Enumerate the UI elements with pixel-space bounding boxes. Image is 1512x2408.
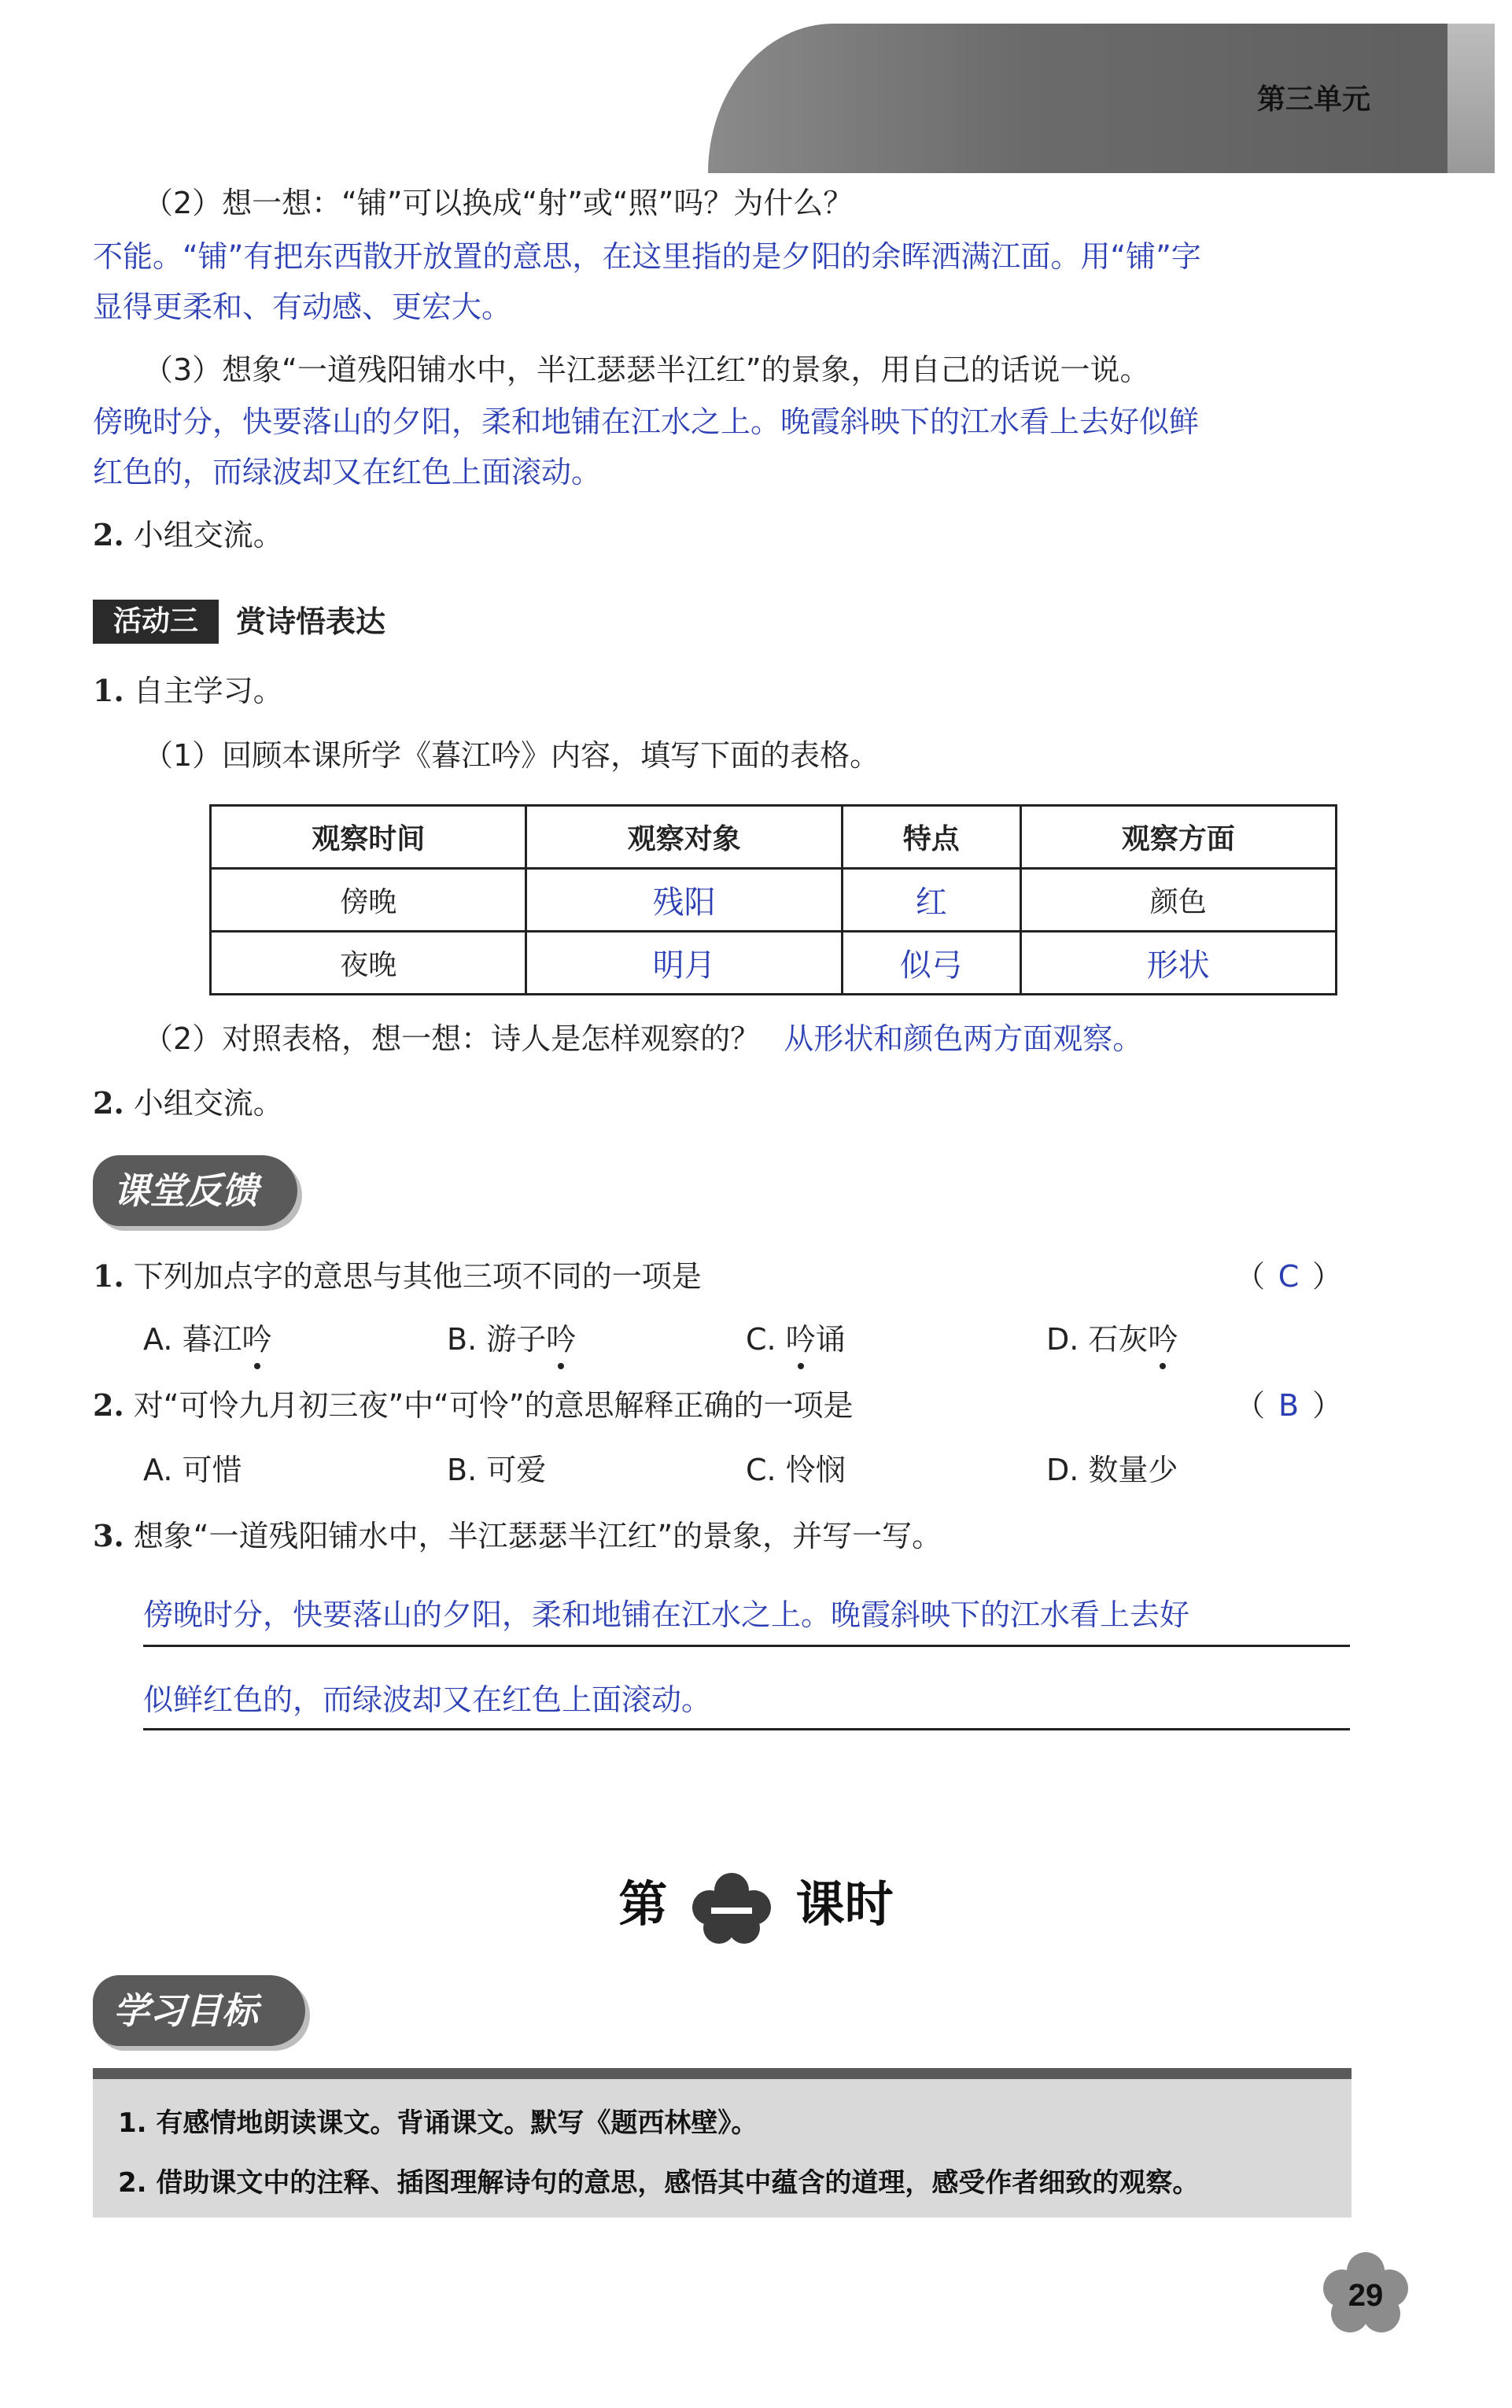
paren-close: ） xyxy=(1312,1259,1343,1294)
paren-open: （ xyxy=(1235,1388,1266,1423)
header-band xyxy=(708,24,1495,173)
answer-3-line2: 红色的，而绿波却又在红色上面滚动。 xyxy=(93,455,602,489)
question-2-think: （2）想一想：“铺”可以换成“射”或“照”吗？为什么？ xyxy=(143,186,854,220)
table-cell-answer: 明月 xyxy=(526,932,842,995)
dotted-char: 吟 xyxy=(242,1319,272,1360)
q3-answer-line1: 傍晚时分，快要落山的夕阳，柔和地铺在江水之上。晚霞斜映下的江水看上去好 xyxy=(143,1597,1190,1632)
q1-option-d xyxy=(1046,1319,1178,1360)
table-header-cell: 观察时间 xyxy=(211,806,526,869)
item-number: 1. xyxy=(93,1258,124,1294)
table-cell: 夜晚 xyxy=(211,932,526,995)
q1-option-b xyxy=(447,1319,576,1360)
table-cell-answer: 似弓 xyxy=(842,932,1020,995)
observation-table xyxy=(209,804,1337,995)
feedback-q3 xyxy=(93,1516,942,1557)
item-number: 3. xyxy=(93,1518,124,1553)
flower-icon xyxy=(684,1868,779,1947)
item-text: 小组交流。 xyxy=(133,1086,283,1121)
item-text: 小组交流。 xyxy=(133,518,283,552)
paren-open: （ xyxy=(1235,1259,1266,1294)
item-number: 1. xyxy=(93,673,124,708)
table-header-cell: 观察对象 xyxy=(526,806,842,869)
dotted-char: 吟 xyxy=(546,1319,576,1360)
table-cell-answer: 红 xyxy=(842,869,1020,932)
table-cell: 傍晚 xyxy=(211,869,526,932)
goals-badge: 学习目标 xyxy=(93,1975,305,2046)
activity-title: 赏诗悟表达 xyxy=(236,604,386,639)
goal-item: 2. 借助课文中的注释、插图理解诗句的意思，感悟其中蕴含的道理，感受作者细致的观察。 xyxy=(118,2167,1200,2199)
item-text: 对“可怜九月初三夜”中“可怜”的意思解释正确的一项是 xyxy=(133,1388,854,1423)
item-text: 想象“一道残阳铺水中，半江瑟瑟半江红”的景象，并写一写。 xyxy=(133,1519,942,1553)
table-row xyxy=(211,869,1337,932)
item-number: 2. xyxy=(93,1085,124,1121)
table-cell-answer: 形状 xyxy=(1020,932,1336,995)
choice-answer: C xyxy=(1278,1259,1300,1294)
item-number: 2. xyxy=(93,1387,124,1423)
answer-3-line1: 傍晚时分，快要落山的夕阳，柔和地铺在江水之上。晚霞斜映下的江水看上去好似鲜 xyxy=(93,404,1200,439)
sub2-question: （2）对照表格，想一想：诗人是怎样观察的？ xyxy=(143,1021,761,1056)
table-cell-answer: 残阳 xyxy=(526,869,842,932)
group-discuss-2 xyxy=(93,1083,283,1124)
lesson-pre: 第 xyxy=(618,1875,668,1933)
answer-2-line1: 不能。“铺”有把东西散开放置的意思，在这里指的是夕阳的余晖洒满江面。用“铺”字 xyxy=(93,239,1201,274)
item-text: 自主学习。 xyxy=(133,674,283,708)
q3-answer-line2: 似鲜红色的，而绿波却又在红色上面滚动。 xyxy=(143,1682,712,1717)
self-study-sub2 xyxy=(143,1018,1142,1059)
q2-option-a: A. 可惜 xyxy=(143,1453,242,1487)
page-number-badge xyxy=(1318,2251,1413,2337)
answer-rule xyxy=(143,1645,1350,1647)
self-study-sub1: （1）回顾本课所学《暮江吟》内容，填写下面的表格。 xyxy=(143,738,880,773)
self-study xyxy=(93,670,283,711)
table-cell: 颜色 xyxy=(1020,869,1336,932)
answer-paren-q2 xyxy=(1235,1385,1342,1426)
option-text: A. 暮江 xyxy=(143,1322,242,1357)
choice-answer: B xyxy=(1278,1388,1300,1423)
question-3-imagine: （3）想象“一道残阳铺水中，半江瑟瑟半江红”的景象，用自己的话说一说。 xyxy=(143,353,1150,387)
page-number: 29 xyxy=(1348,2278,1384,2313)
feedback-badge: 课堂反馈 xyxy=(93,1155,297,1226)
dotted-char: 吟 xyxy=(1148,1319,1178,1360)
feedback-q2 xyxy=(93,1385,854,1426)
option-text: C. xyxy=(746,1322,786,1357)
sub2-answer: 从形状和颜色两方面观察。 xyxy=(784,1021,1143,1056)
option-text: D. 石灰 xyxy=(1046,1322,1149,1357)
unit-title: 第三单元 xyxy=(1256,83,1370,116)
answer-paren-q1 xyxy=(1235,1256,1342,1297)
item-number: 2. xyxy=(93,517,124,552)
q1-option-c xyxy=(746,1319,846,1360)
table-header-cell: 观察方面 xyxy=(1020,806,1336,869)
goal-item: 1. 有感情地朗读课文。背诵课文。默写《题西林壁》。 xyxy=(118,2107,758,2139)
table-row xyxy=(211,932,1337,995)
q2-option-b: B. 可爱 xyxy=(447,1453,547,1487)
header-fold xyxy=(1447,24,1495,173)
feedback-q1 xyxy=(93,1256,702,1297)
table-header-row xyxy=(211,806,1337,869)
activity-label: 活动三 xyxy=(93,600,219,644)
q1-option-a xyxy=(143,1319,272,1360)
q2-option-c: C. 怜悯 xyxy=(746,1453,846,1487)
q2-option-d: D. 数量少 xyxy=(1046,1453,1178,1487)
table-header-cell: 特点 xyxy=(842,806,1020,869)
answer-2-line2: 显得更柔和、有动感、更宏大。 xyxy=(93,290,512,324)
option-text: 诵 xyxy=(815,1322,846,1357)
item-text: 下列加点字的意思与其他三项不同的一项是 xyxy=(133,1259,702,1294)
lesson-heading xyxy=(0,1865,1512,1947)
answer-rule xyxy=(143,1728,1350,1730)
group-discuss-1 xyxy=(93,515,283,556)
dotted-char: 吟 xyxy=(786,1319,816,1360)
option-text: B. 游子 xyxy=(447,1322,547,1357)
paren-close: ） xyxy=(1312,1388,1343,1423)
lesson-post: 课时 xyxy=(795,1875,894,1933)
